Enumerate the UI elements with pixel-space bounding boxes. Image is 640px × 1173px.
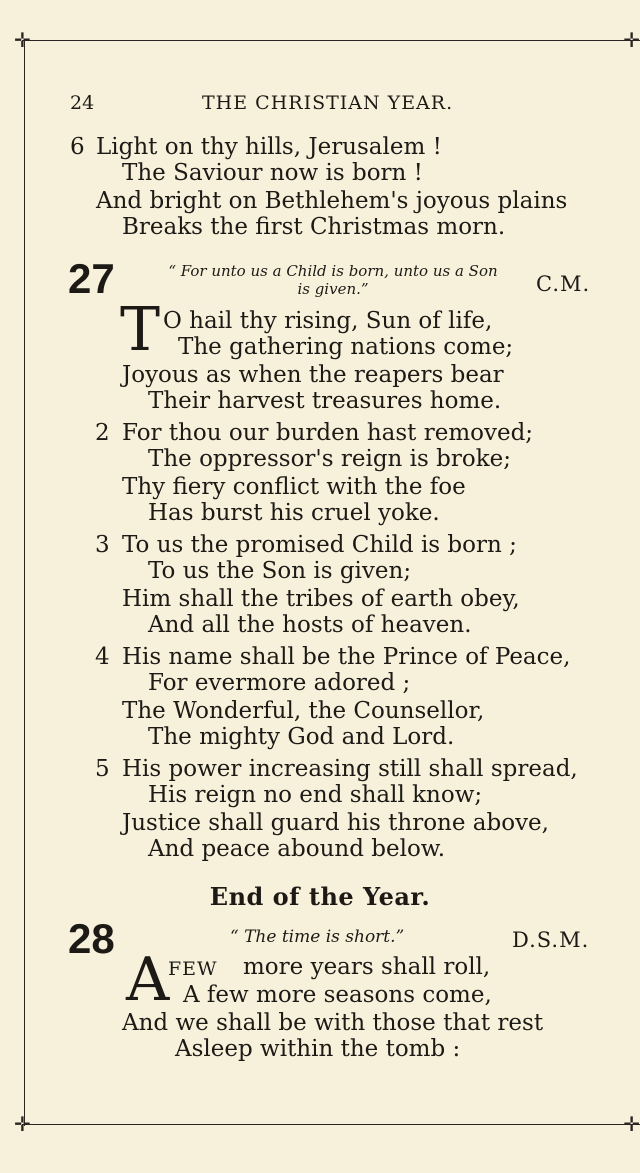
stanza-number: 3 [95,532,110,558]
hymn-epigraph-line: “ For unto us a Child is born, unto us a Son [168,262,498,280]
hymn-meter: D.S.M. [512,928,590,952]
verse-line: Breaks the first Christmas morn. [122,214,506,240]
corner-ornament-icon: ✛ [14,28,31,52]
verse-line: And peace abound below. [148,836,446,862]
stanza-number: 5 [95,756,110,782]
first-word-smallcaps: FEW [168,958,218,980]
verse-line: And all the hosts of heaven. [148,612,472,638]
verse-line: For evermore adored ; [148,670,411,696]
hymn-epigraph-line: is given.” [297,280,369,298]
verse-line: Asleep within the tomb : [175,1036,461,1062]
verse-line: The oppressor's reign is broke; [148,446,512,472]
verse-line: Light on thy hills, Jerusalem ! [96,134,442,160]
corner-ornament-icon: ✛ [14,1112,31,1136]
left-border-rule [24,40,25,1126]
verse-line: The Wonderful, the Counsellor, [122,698,485,724]
verse-line: Thy fiery conflict with the foe [122,474,466,500]
verse-line: To us the Son is given; [148,558,412,584]
verse-line: The Saviour now is born ! [122,160,423,186]
verse-line: His reign no end shall know; [148,782,483,808]
hymn-meter: C.M. [536,272,591,296]
verse-line: His power increasing still shall spread, [122,756,578,782]
verse-line: Joyous as when the reapers bear [122,362,504,388]
verse-line: Their harvest treasures home. [148,388,502,414]
stanza-number: 2 [95,420,110,446]
verse-line: The gathering nations come; [178,334,514,360]
verse-line: And we shall be with those that rest [122,1010,544,1036]
drop-cap: T [120,295,161,365]
verse-line: O hail thy rising, Sun of life, [163,308,493,334]
verse-line: Him shall the tribes of earth obey, [122,586,520,612]
verse-line: A few more seasons come, [183,982,492,1008]
hymn-number: 28 [68,915,115,962]
hymn-number: 27 [68,255,115,302]
bottom-border-rule [22,1124,640,1125]
verse-line: Has burst his cruel yoke. [148,500,440,526]
hymn-epigraph: “ The time is short.” [230,927,405,947]
running-title: THE CHRISTIAN YEAR. [202,92,454,114]
verse-line: To us the promised Child is born ; [122,532,517,558]
section-title: End of the Year. [209,882,431,911]
drop-cap: A [126,945,170,1015]
verse-line: The mighty God and Lord. [148,724,455,750]
verse-line: And bright on Bethlehem's joyous plains [96,188,568,214]
page-number: 24 [70,92,95,114]
verse-line: His name shall be the Prince of Peace, [122,644,571,670]
verse-line: Justice shall guard his throne above, [122,810,549,836]
top-border-rule [22,40,640,41]
stanza-number: 4 [95,644,110,670]
verse-line: more years shall roll, [243,954,491,980]
stanza-number: 6 [70,134,85,160]
corner-ornament-icon: ✛ [623,28,640,52]
verse-line: For thou our burden hast removed; [122,420,534,446]
corner-ornament-icon: ✛ [623,1112,640,1136]
